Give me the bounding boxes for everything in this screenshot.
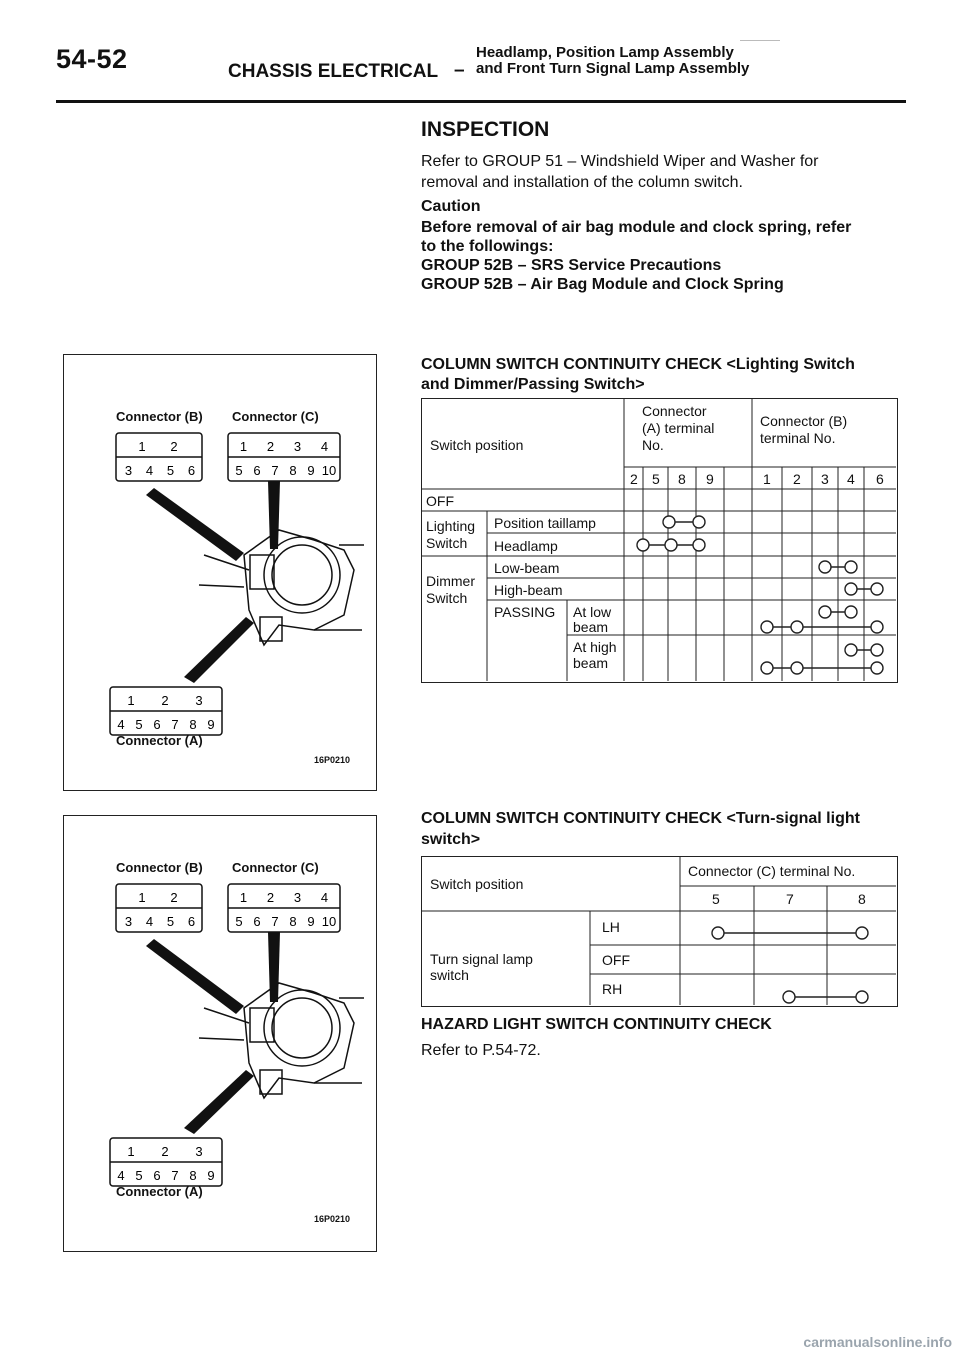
connector-pin-number: 5 — [166, 914, 175, 929]
scan-mark — [740, 40, 780, 41]
header-rule — [56, 100, 906, 103]
connector-pin-number: 3 — [124, 914, 133, 929]
connector-pin-number: 1 — [138, 439, 146, 454]
switch-position-header: Switch position — [430, 876, 524, 892]
connector-c-label: Connector (C) — [232, 409, 319, 424]
turn-switch-label-1: Turn signal lamp — [430, 951, 533, 967]
connector-b-header-1: Connector (B) — [760, 413, 848, 429]
hazard-refer: Refer to P.54-72. — [421, 1042, 541, 1059]
lighting-continuity-table — [421, 398, 898, 683]
connector-pin-number: 5 — [166, 463, 175, 478]
terminal-header: 6 — [876, 471, 884, 487]
row-at-low-1: At low — [573, 604, 612, 620]
connector-pin-number: 5 — [135, 1168, 143, 1183]
connector-pin-number: 5 — [135, 717, 143, 732]
turn-check-heading-1: COLUMN SWITCH CONTINUITY CHECK <Turn-signal light — [421, 810, 860, 827]
connector-pin-number: 5 — [235, 914, 243, 929]
row-passing: PASSING — [494, 604, 556, 620]
connector-pin-number: 1 — [239, 439, 248, 454]
connector-pin-number: 4 — [145, 463, 154, 478]
connector-c-header: Connector (C) terminal No. — [688, 863, 856, 879]
connector-pin-number: 8 — [189, 717, 197, 732]
dimmer-switch-label-1: Dimmer — [426, 573, 475, 589]
terminal-header: 5 — [712, 891, 720, 907]
connector-b-header-2: terminal No. — [760, 430, 836, 446]
terminal-header: 2 — [793, 471, 801, 487]
row-high-beam: High-beam — [494, 582, 563, 598]
caution-line-1: Before removal of air bag module and clock spring, refer — [421, 219, 852, 236]
row-off-label: OFF — [426, 493, 454, 509]
caution-line-2: to the followings: — [421, 238, 554, 255]
hazard-heading: HAZARD LIGHT SWITCH CONTINUITY CHECK — [421, 1016, 772, 1033]
dimmer-switch-label-2: Switch — [426, 590, 468, 606]
title-dash: – — [454, 60, 465, 81]
connector-pin-number: 7 — [171, 1168, 179, 1183]
connector-pin-number: 6 — [153, 1168, 161, 1183]
connector-pin-number: 4 — [117, 717, 125, 732]
connector-pin-number: 6 — [253, 914, 261, 929]
row-at-high-1: At high — [573, 639, 617, 655]
connector-figure-1 — [63, 354, 377, 791]
terminal-header: 9 — [706, 471, 714, 487]
caution-line-3: GROUP 52B – SRS Service Precautions — [421, 257, 722, 274]
connector-a-header-3: No. — [642, 437, 664, 453]
turn-switch-label-2: switch — [430, 967, 469, 983]
row-at-low-2: beam — [573, 619, 609, 635]
connector-pin-number: 8 — [189, 1168, 197, 1183]
terminal-header: 1 — [763, 471, 771, 487]
connector-pin-number: 7 — [271, 914, 279, 929]
connector-pin-number: 9 — [307, 463, 315, 478]
connector-pin-number: 7 — [171, 717, 179, 732]
page-number: 54-52 — [56, 44, 128, 74]
connector-figure-2 — [63, 815, 377, 1252]
connector-pin-number: 3 — [124, 463, 133, 478]
section-title: CHASSIS ELECTRICAL — [228, 61, 439, 82]
switch-position-header: Switch position — [430, 437, 524, 453]
watermark: carmanualsonline.info — [803, 1334, 952, 1350]
connector-pin-number: 1 — [138, 890, 146, 905]
column-switch-drawing — [64, 355, 375, 789]
connector-pin-number: 8 — [289, 914, 297, 929]
connector-a-label: Connector (A) — [116, 1184, 203, 1199]
connector-pin-number: 6 — [187, 914, 196, 929]
connector-pin-number: 2 — [266, 890, 275, 905]
lighting-switch-label-2: Switch — [426, 535, 468, 551]
row-at-high-2: beam — [573, 655, 609, 671]
connector-b-label: Connector (B) — [116, 409, 203, 424]
connector-c-label: Connector (C) — [232, 860, 319, 875]
lighting-check-heading-2: and Dimmer/Passing Switch> — [421, 376, 645, 393]
connector-pin-number: 6 — [153, 717, 161, 732]
turn-check-heading-2: switch> — [421, 831, 481, 848]
lighting-check-heading-1: COLUMN SWITCH CONTINUITY CHECK <Lighting Switch — [421, 356, 855, 373]
connector-pin-number: 9 — [307, 914, 315, 929]
column-switch-drawing — [64, 816, 375, 1250]
terminal-header: 3 — [821, 471, 829, 487]
row-lh: LH — [602, 919, 620, 935]
connector-pin-number: 3 — [293, 890, 302, 905]
connector-b-label: Connector (B) — [116, 860, 203, 875]
connector-pin-number: 5 — [235, 463, 243, 478]
connector-pin-number: 7 — [271, 463, 279, 478]
refer-line-2: removal and installation of the column switch. — [421, 174, 743, 191]
connector-pin-number: 10 — [321, 914, 337, 929]
connector-pin-number: 9 — [207, 717, 215, 732]
connector-pin-number: 2 — [161, 693, 169, 708]
row-rh: RH — [602, 981, 623, 997]
connector-pin-number: 8 — [289, 463, 297, 478]
terminal-header: 2 — [630, 471, 638, 487]
connector-pin-number: 2 — [170, 439, 178, 454]
inspection-heading: INSPECTION — [421, 118, 550, 141]
turn-signal-continuity-table — [421, 856, 898, 1007]
terminal-header: 7 — [786, 891, 794, 907]
terminal-header: 5 — [652, 471, 660, 487]
terminal-header: 4 — [847, 471, 855, 487]
caution-line-4: GROUP 52B – Air Bag Module and Clock Spring — [421, 276, 784, 293]
lighting-switch-label-1: Lighting — [426, 518, 476, 534]
connector-pin-number: 10 — [321, 463, 337, 478]
subtitle-line-2: and Front Turn Signal Lamp Assembly — [476, 60, 750, 77]
connector-pin-number: 9 — [207, 1168, 215, 1183]
connector-pin-number: 1 — [127, 693, 135, 708]
connector-pin-number: 2 — [161, 1144, 169, 1159]
connector-pin-number: 3 — [195, 1144, 203, 1159]
row-off: OFF — [602, 952, 630, 968]
connector-pin-number: 3 — [195, 693, 203, 708]
row-low-beam: Low-beam — [494, 560, 560, 576]
connector-pin-number: 2 — [170, 890, 178, 905]
connector-pin-number: 6 — [187, 463, 196, 478]
connector-pin-number: 4 — [145, 914, 154, 929]
connector-pin-number: 4 — [320, 890, 329, 905]
connector-a-header-1: Connector — [642, 403, 707, 419]
terminal-header: 8 — [678, 471, 686, 487]
connector-pin-number: 3 — [293, 439, 302, 454]
row-position-taillamp: Position taillamp — [494, 515, 596, 531]
refer-line-1: Refer to GROUP 51 – Windshield Wiper and Washer for — [421, 153, 819, 170]
connector-a-label: Connector (A) — [116, 733, 203, 748]
connector-pin-number: 4 — [320, 439, 329, 454]
connector-a-header-2: (A) terminal — [642, 420, 715, 436]
terminal-header: 8 — [858, 891, 866, 907]
caution-label: Caution — [421, 198, 481, 215]
figure-code: 16P0210 — [314, 755, 351, 765]
connector-pin-number: 1 — [127, 1144, 135, 1159]
connector-pin-number: 1 — [239, 890, 248, 905]
connector-pin-number: 4 — [117, 1168, 125, 1183]
connector-pin-number: 6 — [253, 463, 261, 478]
figure-code: 16P0210 — [314, 1214, 351, 1224]
row-headlamp: Headlamp — [494, 538, 558, 554]
subtitle-line-1: Headlamp, Position Lamp Assembly — [476, 44, 734, 61]
connector-pin-number: 2 — [266, 439, 275, 454]
